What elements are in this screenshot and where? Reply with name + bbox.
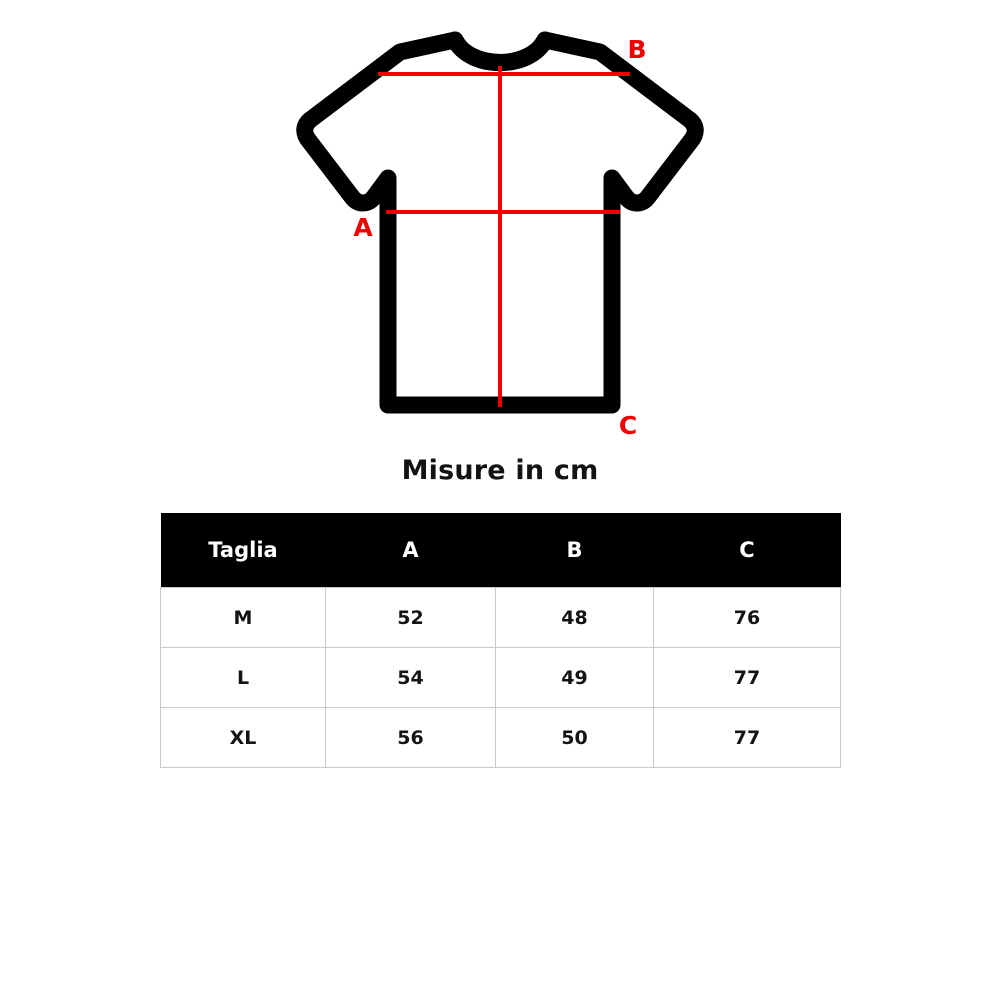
measure-lines xyxy=(378,66,630,407)
measure-unit-caption: Misure in cm xyxy=(401,455,599,486)
table-row xyxy=(161,708,841,768)
header-b: B xyxy=(496,513,654,588)
cell-c: 77 xyxy=(654,648,841,708)
header-taglia: Taglia xyxy=(161,513,326,588)
cell-a: 56 xyxy=(326,708,496,768)
cell-b: 49 xyxy=(496,648,654,708)
cell-b: 48 xyxy=(496,588,654,648)
size-table-container xyxy=(160,513,840,768)
cell-size: M xyxy=(161,588,326,648)
header-c: C xyxy=(654,513,841,588)
cell-a: 52 xyxy=(326,588,496,648)
table-row xyxy=(161,588,841,648)
table-row xyxy=(161,648,841,708)
cell-c: 76 xyxy=(654,588,841,648)
tshirt-svg xyxy=(0,0,1000,460)
cell-size: XL xyxy=(161,708,326,768)
tshirt-diagram xyxy=(0,0,1000,460)
cell-size: L xyxy=(161,648,326,708)
cell-a: 54 xyxy=(326,648,496,708)
label-b: B xyxy=(627,35,647,64)
label-c: C xyxy=(618,411,638,440)
cell-b: 50 xyxy=(496,708,654,768)
label-a: A xyxy=(353,213,373,242)
table-header-row xyxy=(161,513,841,588)
header-a: A xyxy=(326,513,496,588)
size-table xyxy=(160,513,841,768)
cell-c: 77 xyxy=(654,708,841,768)
